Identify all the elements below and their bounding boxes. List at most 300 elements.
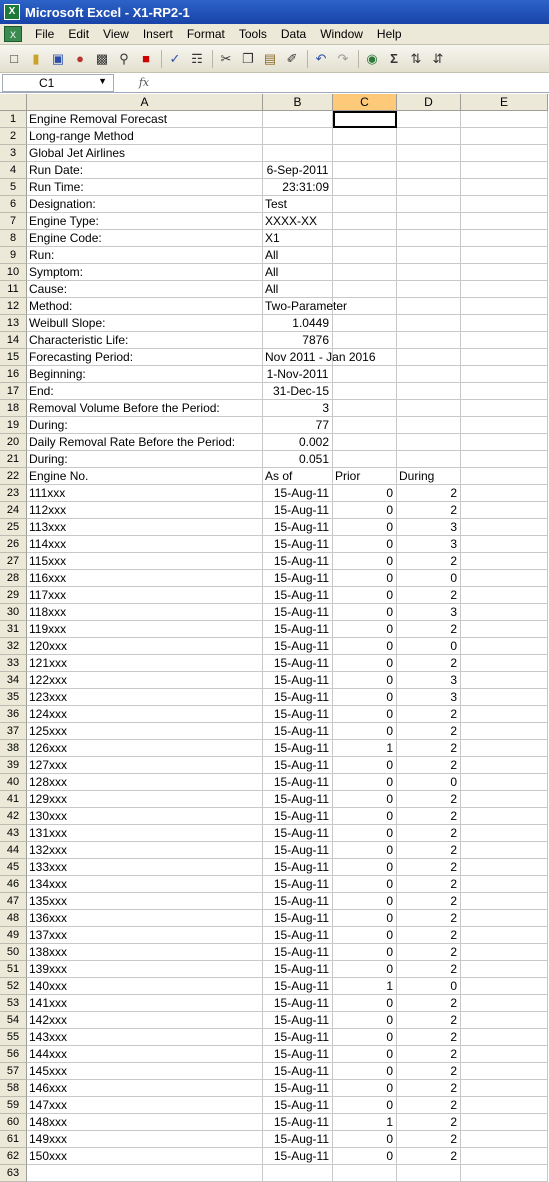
cell-c[interactable]: 0 bbox=[333, 774, 397, 791]
cell-c[interactable] bbox=[333, 196, 397, 213]
cell-e[interactable] bbox=[461, 230, 548, 247]
cell-a[interactable]: 123xxx bbox=[27, 689, 263, 706]
cell-c[interactable]: Prior bbox=[333, 468, 397, 485]
cell-c[interactable] bbox=[333, 247, 397, 264]
row-header[interactable]: 38 bbox=[0, 740, 27, 757]
cell-a[interactable]: Run Date: bbox=[27, 162, 263, 179]
cell-d[interactable] bbox=[397, 417, 461, 434]
cell-e[interactable] bbox=[461, 655, 548, 672]
cell-c[interactable] bbox=[333, 417, 397, 434]
cell-d[interactable]: 3 bbox=[397, 519, 461, 536]
row-header[interactable]: 29 bbox=[0, 587, 27, 604]
cell-e[interactable] bbox=[461, 757, 548, 774]
cell-e[interactable] bbox=[461, 468, 548, 485]
cell-a[interactable] bbox=[27, 1165, 263, 1182]
menu-file[interactable]: File bbox=[35, 27, 55, 41]
cell-e[interactable] bbox=[461, 1131, 548, 1148]
menu-tools[interactable]: Tools bbox=[238, 27, 267, 41]
row-header[interactable]: 36 bbox=[0, 706, 27, 723]
cell-b[interactable]: 15-Aug-11 bbox=[263, 1029, 333, 1046]
cell-b[interactable]: 15-Aug-11 bbox=[263, 502, 333, 519]
cell-d[interactable] bbox=[397, 162, 461, 179]
cell-d[interactable]: 2 bbox=[397, 944, 461, 961]
cell-d[interactable] bbox=[397, 434, 461, 451]
cell-c[interactable]: 0 bbox=[333, 587, 397, 604]
cell-d[interactable]: 3 bbox=[397, 604, 461, 621]
cell-e[interactable] bbox=[461, 893, 548, 910]
sort-ascending-icon[interactable]: ⇅ bbox=[410, 50, 422, 66]
cell-d[interactable] bbox=[397, 366, 461, 383]
cell-a[interactable]: During: bbox=[27, 417, 263, 434]
cell-a[interactable]: Run Time: bbox=[27, 179, 263, 196]
cell-d[interactable]: 2 bbox=[397, 655, 461, 672]
cell-b[interactable]: 15-Aug-11 bbox=[263, 1012, 333, 1029]
cell-e[interactable] bbox=[461, 808, 548, 825]
cell-a[interactable]: Designation: bbox=[27, 196, 263, 213]
menu-format[interactable]: Format bbox=[186, 27, 225, 41]
row-header[interactable]: 54 bbox=[0, 1012, 27, 1029]
cell-b[interactable]: 15-Aug-11 bbox=[263, 808, 333, 825]
cell-e[interactable] bbox=[461, 1148, 548, 1165]
cell-b[interactable] bbox=[263, 145, 333, 162]
cell-b[interactable]: X1 bbox=[263, 230, 333, 247]
cell-d[interactable]: 2 bbox=[397, 757, 461, 774]
cell-e[interactable] bbox=[461, 434, 548, 451]
row-header[interactable]: 13 bbox=[0, 315, 27, 332]
cell-e[interactable] bbox=[461, 281, 548, 298]
cell-d[interactable]: 0 bbox=[397, 638, 461, 655]
cell-a[interactable]: 127xxx bbox=[27, 757, 263, 774]
cell-b[interactable]: 15-Aug-11 bbox=[263, 587, 333, 604]
menu-insert[interactable]: Insert bbox=[142, 27, 173, 41]
cell-a[interactable]: 124xxx bbox=[27, 706, 263, 723]
cell-c[interactable]: 1 bbox=[333, 1114, 397, 1131]
spelling-icon[interactable]: ✓ bbox=[169, 50, 181, 66]
cell-c[interactable]: 0 bbox=[333, 825, 397, 842]
cell-b[interactable]: 15-Aug-11 bbox=[263, 1080, 333, 1097]
cell-c[interactable]: 0 bbox=[333, 1080, 397, 1097]
cell-c[interactable] bbox=[333, 213, 397, 230]
menu-help[interactable]: Help bbox=[376, 27, 402, 41]
cell-c[interactable]: 0 bbox=[333, 655, 397, 672]
cell-e[interactable] bbox=[461, 1114, 548, 1131]
cell-a[interactable]: Removal Volume Before the Period: bbox=[27, 400, 263, 417]
row-header[interactable]: 12 bbox=[0, 298, 27, 315]
cell-a[interactable]: 142xxx bbox=[27, 1012, 263, 1029]
cell-d[interactable]: 2 bbox=[397, 485, 461, 502]
cell-a[interactable]: 133xxx bbox=[27, 859, 263, 876]
cell-c[interactable]: 0 bbox=[333, 944, 397, 961]
cell-b[interactable]: 15-Aug-11 bbox=[263, 553, 333, 570]
cell-a[interactable]: 136xxx bbox=[27, 910, 263, 927]
cell-c[interactable]: 0 bbox=[333, 961, 397, 978]
cell-d[interactable] bbox=[397, 400, 461, 417]
cell-d[interactable] bbox=[397, 196, 461, 213]
cell-a[interactable]: 132xxx bbox=[27, 842, 263, 859]
cell-a[interactable]: 150xxx bbox=[27, 1148, 263, 1165]
row-header[interactable]: 16 bbox=[0, 366, 27, 383]
cell-b[interactable]: 15-Aug-11 bbox=[263, 961, 333, 978]
cell-e[interactable] bbox=[461, 1012, 548, 1029]
cell-e[interactable] bbox=[461, 162, 548, 179]
cell-e[interactable] bbox=[461, 179, 548, 196]
row-header[interactable]: 49 bbox=[0, 927, 27, 944]
row-header[interactable]: 8 bbox=[0, 230, 27, 247]
cell-d[interactable]: 3 bbox=[397, 536, 461, 553]
cell-a[interactable]: 113xxx bbox=[27, 519, 263, 536]
cell-b[interactable] bbox=[263, 1165, 333, 1182]
cell-b[interactable]: 15-Aug-11 bbox=[263, 1148, 333, 1165]
cell-b[interactable]: 15-Aug-11 bbox=[263, 1046, 333, 1063]
cell-b[interactable] bbox=[263, 111, 333, 128]
cell-c[interactable] bbox=[333, 332, 397, 349]
cell-a[interactable]: 112xxx bbox=[27, 502, 263, 519]
cell-e[interactable] bbox=[461, 774, 548, 791]
row-header[interactable]: 41 bbox=[0, 791, 27, 808]
row-header[interactable]: 33 bbox=[0, 655, 27, 672]
cell-d[interactable]: 0 bbox=[397, 978, 461, 995]
cell-c[interactable]: 0 bbox=[333, 791, 397, 808]
cell-c[interactable] bbox=[333, 451, 397, 468]
cell-e[interactable] bbox=[461, 638, 548, 655]
row-header[interactable]: 47 bbox=[0, 893, 27, 910]
cell-c[interactable]: 0 bbox=[333, 502, 397, 519]
select-all-corner[interactable] bbox=[0, 94, 27, 111]
cell-d[interactable]: 2 bbox=[397, 1046, 461, 1063]
cell-d[interactable]: 2 bbox=[397, 1114, 461, 1131]
cell-d[interactable] bbox=[397, 315, 461, 332]
cell-e[interactable] bbox=[461, 1029, 548, 1046]
cell-b[interactable]: 15-Aug-11 bbox=[263, 757, 333, 774]
cell-a[interactable]: Forecasting Period: bbox=[27, 349, 263, 366]
cell-e[interactable] bbox=[461, 502, 548, 519]
cell-d[interactable]: 3 bbox=[397, 672, 461, 689]
cell-b[interactable]: 7876 bbox=[263, 332, 333, 349]
row-header[interactable]: 9 bbox=[0, 247, 27, 264]
row-header[interactable]: 4 bbox=[0, 162, 27, 179]
cell-c[interactable]: 0 bbox=[333, 689, 397, 706]
cell-d[interactable] bbox=[397, 1165, 461, 1182]
row-header[interactable]: 56 bbox=[0, 1046, 27, 1063]
cell-d[interactable]: 2 bbox=[397, 1080, 461, 1097]
cell-c[interactable]: 1 bbox=[333, 740, 397, 757]
cell-c[interactable] bbox=[333, 230, 397, 247]
cell-c[interactable] bbox=[333, 434, 397, 451]
column-header-b[interactable]: B bbox=[263, 94, 333, 111]
cell-a[interactable]: End: bbox=[27, 383, 263, 400]
row-header[interactable]: 34 bbox=[0, 672, 27, 689]
cell-c[interactable]: 0 bbox=[333, 604, 397, 621]
cell-c[interactable]: 0 bbox=[333, 808, 397, 825]
paste-icon[interactable]: ▤ bbox=[263, 50, 277, 66]
cell-e[interactable] bbox=[461, 536, 548, 553]
cell-a[interactable]: 128xxx bbox=[27, 774, 263, 791]
cell-e[interactable] bbox=[461, 451, 548, 468]
row-header[interactable]: 62 bbox=[0, 1148, 27, 1165]
row-header[interactable]: 57 bbox=[0, 1063, 27, 1080]
row-header[interactable]: 45 bbox=[0, 859, 27, 876]
row-header[interactable]: 21 bbox=[0, 451, 27, 468]
row-header[interactable]: 44 bbox=[0, 842, 27, 859]
cell-c[interactable]: 0 bbox=[333, 1148, 397, 1165]
cell-d[interactable]: 2 bbox=[397, 1029, 461, 1046]
cell-e[interactable] bbox=[461, 298, 548, 315]
cell-b[interactable]: 31-Dec-15 bbox=[263, 383, 333, 400]
cell-e[interactable] bbox=[461, 1165, 548, 1182]
cell-e[interactable] bbox=[461, 842, 548, 859]
cell-a[interactable]: 143xxx bbox=[27, 1029, 263, 1046]
row-header[interactable]: 31 bbox=[0, 621, 27, 638]
cell-d[interactable]: 2 bbox=[397, 553, 461, 570]
cell-e[interactable] bbox=[461, 145, 548, 162]
row-header[interactable]: 3 bbox=[0, 145, 27, 162]
row-header[interactable]: 28 bbox=[0, 570, 27, 587]
cell-d[interactable] bbox=[397, 332, 461, 349]
cell-b[interactable]: 0.051 bbox=[263, 451, 333, 468]
cell-e[interactable] bbox=[461, 995, 548, 1012]
cell-d[interactable]: 2 bbox=[397, 893, 461, 910]
cell-d[interactable]: 2 bbox=[397, 961, 461, 978]
cell-a[interactable]: 139xxx bbox=[27, 961, 263, 978]
cell-a[interactable]: 121xxx bbox=[27, 655, 263, 672]
cell-b[interactable]: 15-Aug-11 bbox=[263, 638, 333, 655]
cell-c[interactable] bbox=[333, 400, 397, 417]
cell-d[interactable] bbox=[397, 281, 461, 298]
cell-a[interactable]: 146xxx bbox=[27, 1080, 263, 1097]
cell-b[interactable]: Nov 2011 - Jan 2016 bbox=[265, 350, 376, 364]
cell-b[interactable]: 15-Aug-11 bbox=[263, 604, 333, 621]
cell-e[interactable] bbox=[461, 400, 548, 417]
cell-d[interactable]: 2 bbox=[397, 910, 461, 927]
cell-a[interactable]: Weibull Slope: bbox=[27, 315, 263, 332]
cell-a[interactable]: 131xxx bbox=[27, 825, 263, 842]
cell-b[interactable]: 23:31:09 bbox=[263, 179, 333, 196]
row-header[interactable]: 11 bbox=[0, 281, 27, 298]
row-header[interactable]: 22 bbox=[0, 468, 27, 485]
chevron-down-icon[interactable]: ▼ bbox=[98, 75, 107, 86]
cell-d[interactable]: 2 bbox=[397, 706, 461, 723]
cut-icon[interactable]: ✂ bbox=[220, 50, 232, 66]
cell-b[interactable]: 15-Aug-11 bbox=[263, 944, 333, 961]
cell-b[interactable]: All bbox=[263, 281, 333, 298]
cell-a[interactable]: Engine Code: bbox=[27, 230, 263, 247]
cell-c[interactable] bbox=[333, 264, 397, 281]
cell-c[interactable]: 0 bbox=[333, 723, 397, 740]
redo-icon[interactable]: ↷ bbox=[337, 50, 349, 66]
cell-b[interactable]: 15-Aug-11 bbox=[263, 655, 333, 672]
cell-e[interactable] bbox=[461, 859, 548, 876]
cell-c[interactable] bbox=[333, 128, 397, 145]
cell-b[interactable]: 1.0449 bbox=[263, 315, 333, 332]
new-icon[interactable]: □ bbox=[10, 51, 18, 66]
row-header[interactable]: 61 bbox=[0, 1131, 27, 1148]
cell-e[interactable] bbox=[461, 961, 548, 978]
cell-d[interactable]: 2 bbox=[397, 927, 461, 944]
cell-b[interactable]: 15-Aug-11 bbox=[263, 689, 333, 706]
cell-b[interactable]: 15-Aug-11 bbox=[263, 774, 333, 791]
row-header[interactable]: 48 bbox=[0, 910, 27, 927]
cell-b[interactable]: Test bbox=[263, 196, 333, 213]
cell-e[interactable] bbox=[461, 196, 548, 213]
cell-d[interactable]: 2 bbox=[397, 740, 461, 757]
cell-a[interactable]: Cause: bbox=[27, 281, 263, 298]
cell-b[interactable]: 15-Aug-11 bbox=[263, 876, 333, 893]
row-header[interactable]: 7 bbox=[0, 213, 27, 230]
menu-edit[interactable]: Edit bbox=[68, 27, 90, 41]
column-header-d[interactable]: D bbox=[397, 94, 461, 111]
hyperlink-icon[interactable]: ◉ bbox=[366, 50, 378, 66]
cell-e[interactable] bbox=[461, 315, 548, 332]
row-header[interactable]: 58 bbox=[0, 1080, 27, 1097]
cell-d[interactable] bbox=[397, 349, 461, 366]
row-header[interactable]: 27 bbox=[0, 553, 27, 570]
row-header[interactable]: 26 bbox=[0, 536, 27, 553]
cell-e[interactable] bbox=[461, 519, 548, 536]
cell-a[interactable]: 122xxx bbox=[27, 672, 263, 689]
cell-d[interactable]: 2 bbox=[397, 825, 461, 842]
cell-b[interactable]: 6-Sep-2011 bbox=[263, 162, 333, 179]
row-header[interactable]: 1 bbox=[0, 111, 27, 128]
cell-a[interactable]: 145xxx bbox=[27, 1063, 263, 1080]
autosum-icon[interactable]: Σ bbox=[390, 51, 398, 66]
cell-d[interactable]: 2 bbox=[397, 1097, 461, 1114]
row-header[interactable]: 46 bbox=[0, 876, 27, 893]
cell-a[interactable]: 130xxx bbox=[27, 808, 263, 825]
cell-c[interactable]: 0 bbox=[333, 757, 397, 774]
cell-e[interactable] bbox=[461, 111, 548, 128]
row-header[interactable]: 53 bbox=[0, 995, 27, 1012]
cell-b[interactable]: 15-Aug-11 bbox=[263, 893, 333, 910]
cell-b[interactable]: 15-Aug-11 bbox=[263, 978, 333, 995]
cell-a[interactable]: Symptom: bbox=[27, 264, 263, 281]
research-icon[interactable]: ☶ bbox=[191, 50, 203, 66]
save-icon[interactable]: ▣ bbox=[51, 50, 65, 66]
cell-a[interactable]: 129xxx bbox=[27, 791, 263, 808]
cell-a[interactable]: 114xxx bbox=[27, 536, 263, 553]
cell-c[interactable]: 0 bbox=[333, 621, 397, 638]
row-header[interactable]: 39 bbox=[0, 757, 27, 774]
name-box[interactable] bbox=[2, 74, 114, 92]
cell-e[interactable] bbox=[461, 383, 548, 400]
cell-b[interactable]: 15-Aug-11 bbox=[263, 825, 333, 842]
row-header[interactable]: 6 bbox=[0, 196, 27, 213]
cell-c[interactable]: 0 bbox=[333, 995, 397, 1012]
row-header[interactable]: 42 bbox=[0, 808, 27, 825]
cell-c[interactable]: 0 bbox=[333, 519, 397, 536]
cell-e[interactable] bbox=[461, 1063, 548, 1080]
cell-a[interactable]: Daily Removal Rate Before the Period: bbox=[27, 434, 263, 451]
cell-c[interactable]: 0 bbox=[333, 910, 397, 927]
cell-a[interactable]: Global Jet Airlines bbox=[27, 145, 263, 162]
cell-a[interactable]: 125xxx bbox=[27, 723, 263, 740]
cell-b[interactable]: 15-Aug-11 bbox=[263, 927, 333, 944]
cell-e[interactable] bbox=[461, 332, 548, 349]
cell-d[interactable] bbox=[397, 264, 461, 281]
row-header[interactable]: 19 bbox=[0, 417, 27, 434]
cell-d[interactable] bbox=[397, 111, 461, 128]
cell-d[interactable] bbox=[397, 145, 461, 162]
cell-a[interactable]: Characteristic Life: bbox=[27, 332, 263, 349]
cell-c[interactable]: 0 bbox=[333, 706, 397, 723]
cell-e[interactable] bbox=[461, 264, 548, 281]
cell-a[interactable]: 144xxx bbox=[27, 1046, 263, 1063]
row-header[interactable]: 30 bbox=[0, 604, 27, 621]
cell-c[interactable] bbox=[333, 366, 397, 383]
cell-a[interactable]: Beginning: bbox=[27, 366, 263, 383]
cell-d[interactable]: 2 bbox=[397, 876, 461, 893]
cell-a[interactable]: 117xxx bbox=[27, 587, 263, 604]
cell-b[interactable]: 15-Aug-11 bbox=[263, 910, 333, 927]
row-header[interactable]: 17 bbox=[0, 383, 27, 400]
cell-c[interactable]: 0 bbox=[333, 1029, 397, 1046]
cell-c[interactable] bbox=[333, 349, 397, 366]
cell-c[interactable]: 0 bbox=[333, 1063, 397, 1080]
cell-b[interactable]: 15-Aug-11 bbox=[263, 995, 333, 1012]
cell-b[interactable]: All bbox=[263, 247, 333, 264]
row-header[interactable]: 23 bbox=[0, 485, 27, 502]
pdf-icon[interactable]: ■ bbox=[142, 51, 150, 66]
cell-a[interactable]: 134xxx bbox=[27, 876, 263, 893]
cell-e[interactable] bbox=[461, 927, 548, 944]
print-preview-icon[interactable]: ⚲ bbox=[119, 50, 129, 66]
format-painter-icon[interactable]: ✐ bbox=[286, 50, 298, 66]
cell-c[interactable]: 0 bbox=[333, 1012, 397, 1029]
cell-e[interactable] bbox=[461, 485, 548, 502]
row-header[interactable]: 10 bbox=[0, 264, 27, 281]
cell-a[interactable]: Engine Removal Forecast bbox=[27, 111, 263, 128]
cell-c[interactable]: 0 bbox=[333, 536, 397, 553]
cell-b[interactable] bbox=[263, 128, 333, 145]
open-icon[interactable]: ▮ bbox=[32, 50, 40, 66]
cell-d[interactable]: 2 bbox=[397, 621, 461, 638]
cell-d[interactable]: 2 bbox=[397, 1131, 461, 1148]
menu-view[interactable]: View bbox=[103, 27, 129, 41]
cell-a[interactable]: 141xxx bbox=[27, 995, 263, 1012]
insert-function-icon[interactable]: fx bbox=[138, 76, 150, 89]
cell-e[interactable] bbox=[461, 672, 548, 689]
cell-e[interactable] bbox=[461, 944, 548, 961]
cell-b[interactable]: 15-Aug-11 bbox=[263, 672, 333, 689]
cell-a[interactable]: Engine Type: bbox=[27, 213, 263, 230]
cell-e[interactable] bbox=[461, 247, 548, 264]
row-header[interactable]: 37 bbox=[0, 723, 27, 740]
cell-c[interactable] bbox=[333, 145, 397, 162]
cell-e[interactable] bbox=[461, 213, 548, 230]
cell-e[interactable] bbox=[461, 621, 548, 638]
cell-c[interactable]: 0 bbox=[333, 842, 397, 859]
permission-icon[interactable]: ● bbox=[76, 51, 84, 66]
row-header[interactable]: 32 bbox=[0, 638, 27, 655]
row-header[interactable]: 2 bbox=[0, 128, 27, 145]
row-header[interactable]: 35 bbox=[0, 689, 27, 706]
cell-a[interactable]: 118xxx bbox=[27, 604, 263, 621]
cell-a[interactable]: 137xxx bbox=[27, 927, 263, 944]
cell-a[interactable]: 135xxx bbox=[27, 893, 263, 910]
cell-c[interactable] bbox=[333, 315, 397, 332]
cell-d[interactable] bbox=[397, 213, 461, 230]
cell-d[interactable]: 2 bbox=[397, 1063, 461, 1080]
cell-e[interactable] bbox=[461, 723, 548, 740]
cell-b[interactable]: XXXX-XX bbox=[263, 213, 333, 230]
formula-input[interactable] bbox=[164, 74, 549, 92]
cell-a[interactable]: Method: bbox=[27, 298, 263, 315]
cell-c[interactable]: 0 bbox=[333, 553, 397, 570]
cell-b[interactable]: 15-Aug-11 bbox=[263, 1114, 333, 1131]
cell-c[interactable] bbox=[333, 1165, 397, 1182]
row-header[interactable]: 15 bbox=[0, 349, 27, 366]
undo-icon[interactable]: ↶ bbox=[315, 50, 327, 66]
column-header-a[interactable]: A bbox=[27, 94, 263, 111]
